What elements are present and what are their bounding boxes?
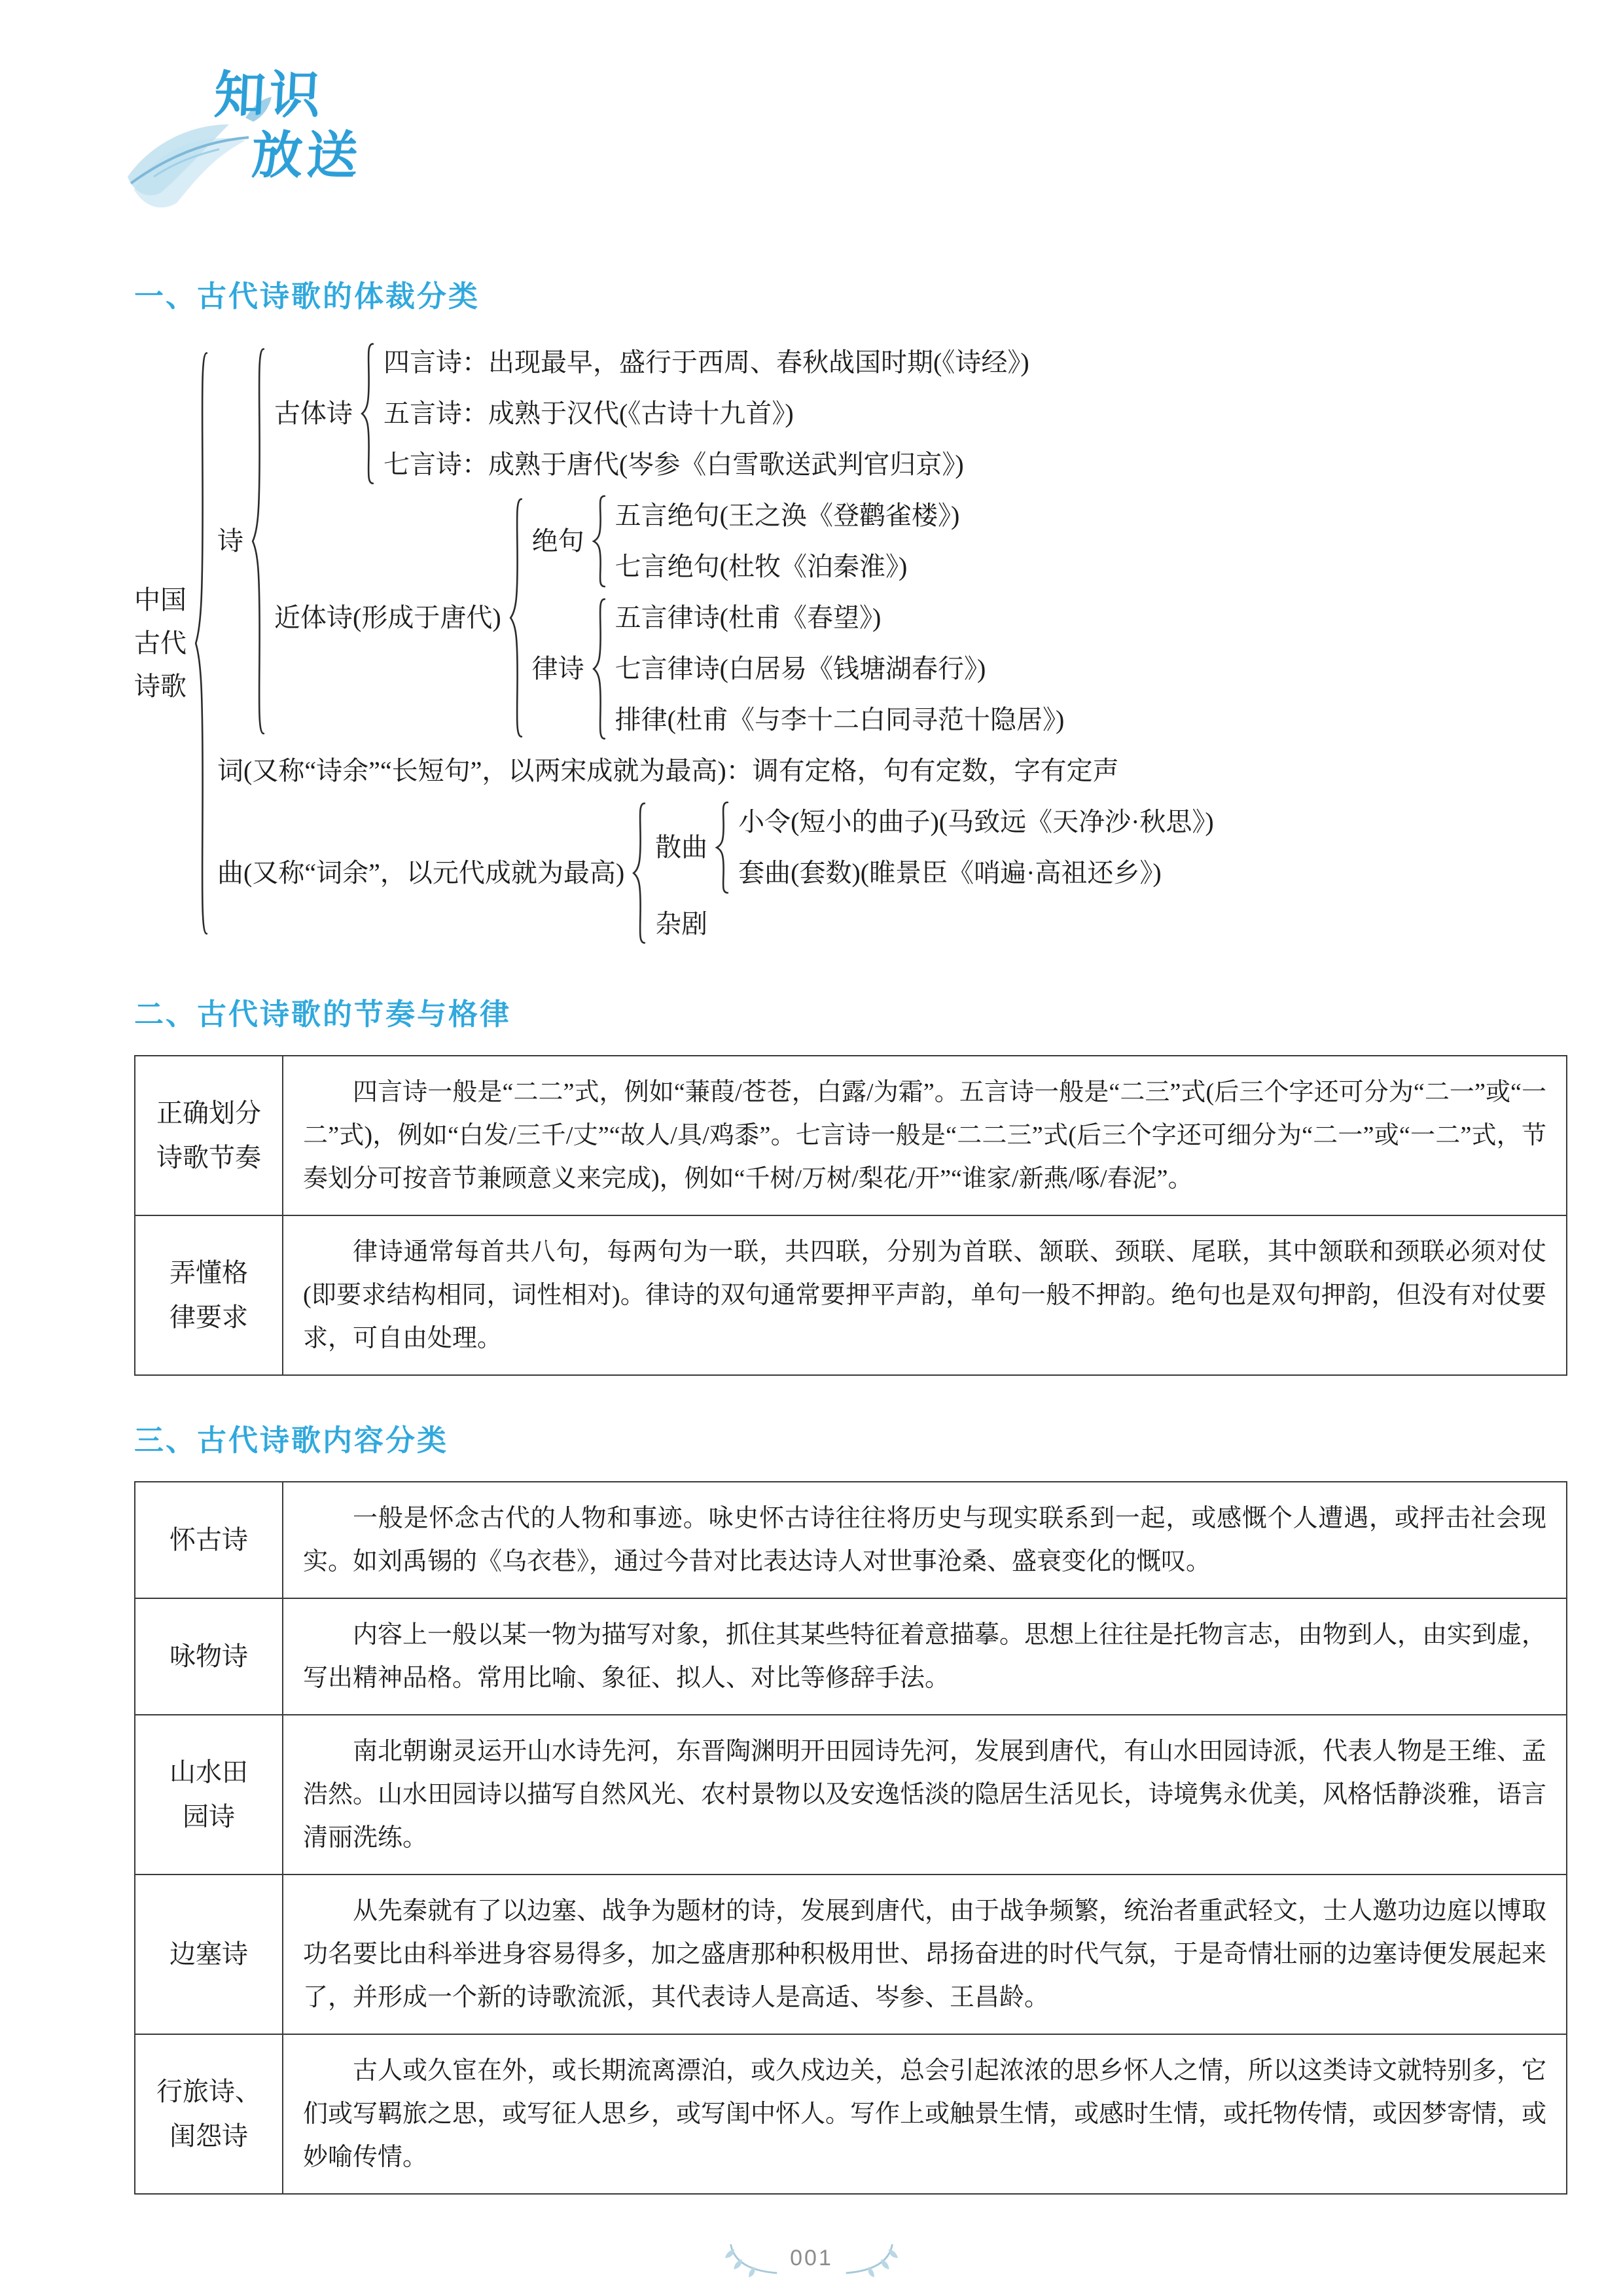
logo-line1: 知识 — [213, 67, 326, 124]
row-body: 从先秦就有了以边塞、战争为题材的诗，发展到唐代，由于战争频繁，统治者重武轻文，士人邀功边庭以博取功名要比由科举进身容易得多，加之盛唐那种积极用世、昂扬奋进的时代气氛，于是奇情壮丽的边塞诗便发展起来了，并形成一个新的诗歌流派，其代表诗人是高适、岑参、王昌龄。 — [303, 1897, 1547, 2011]
brace-icon — [250, 341, 266, 742]
tree-leaf: 排律(杜甫《与李十二白同寻范十隐居》) — [615, 705, 1065, 734]
page-footer — [0, 2237, 1623, 2279]
row-header — [135, 1056, 283, 1215]
rhythm-meter-table — [134, 1055, 1567, 1376]
tree-leaf: 七言诗：成熟于唐代(岑参《白雪歌送武判官归京》) — [383, 450, 964, 479]
tree-leaf: 七言绝句(杜牧《泊秦淮》) — [615, 552, 908, 581]
row-header — [135, 1715, 283, 1874]
row-body: 律诗通常每首共八句，每两句为一联，共四联，分别为首联、颔联、颈联、尾联，其中颔联和颈联必须对仗(即要求结构相同，词性相对)。律诗的双句通常要押平声韵，单句一般不押韵。绝句也是双句押韵，但没有对仗要求，可自由处理。 — [303, 1238, 1546, 1352]
row-header-label: 怀古诗 — [169, 1525, 248, 1554]
row-header — [135, 1216, 283, 1374]
row-body: 古人或久宦在外，或长期流离漂泊，或久戍边关，总会引起浓浓的思乡怀人之情，所以这类诗文就特别多，它们或写羁旅之思，或写征人思乡，或写闺中怀人。写作上或触景生情，或感时生情，或托物传情，或因梦寄情，或妙喻传情。 — [303, 2057, 1547, 2171]
tree-leaf: 五言律诗(杜甫《春望》) — [615, 603, 882, 632]
row-header — [135, 1482, 283, 1598]
row-header-label: 山水田园诗 — [169, 1757, 248, 1831]
brace-icon — [508, 494, 524, 742]
row-body: 内容上一般以某一物为描写对象，抓住其某些特征着意描摹。思想上往往是托物言志，由物到人，由实到虚，写出精神品格。常用比喻、象征、拟人、对比等修辞手法。 — [303, 1621, 1547, 1692]
logo-text — [209, 65, 366, 186]
section-2-title: 二、古代诗歌的节奏与格律 — [134, 997, 512, 1031]
table-row — [135, 2034, 1566, 2193]
tree-leaf: 七言律诗(白居易《钱塘湖春行》) — [615, 654, 986, 683]
tree-root-row — [134, 337, 1567, 950]
laurel-right-icon — [842, 2237, 899, 2279]
tree-leaf-zaju: 杂剧 — [655, 909, 708, 939]
genre-tree — [134, 337, 1567, 950]
tree-leaf: 四言诗：出现最早，盛行于西周、春秋战国时期(《诗经》) — [383, 348, 1029, 377]
tree-node-shi — [209, 337, 1214, 745]
brace-icon — [359, 341, 376, 486]
brace-icon — [714, 800, 730, 895]
tree-leaf: 套曲(套数)(睢景臣《哨遍·高祖还乡》) — [738, 858, 1162, 888]
logo — [115, 65, 481, 229]
row-body: 南北朝谢灵运开山水诗先河，东晋陶渊明开田园诗先河，发展到唐代，有山水田园诗派，代表人物是王维、孟浩然。山水田园诗以描写自然风光、农村景物以及安逸恬淡的隐居生活见长，诗境隽永优美，风格恬静淡雅，语言清丽洗练。 — [303, 1738, 1547, 1852]
section-1-title: 一、古代诗歌的体裁分类 — [134, 279, 480, 313]
row-body: 四言诗一般是“二二”式，例如“蒹葭/苍苍，白露/为霜”。五言诗一般是“二三”式(后三个字还可分为“二一”或“一二”式)，例如“白发/三千/丈”“故人/具/鸡黍”。七言诗一般是“二二三”式(后三个字还可细分为“二一”或“一二”式，节奏划分可按音节兼顾意义来完成)，例如“千树/万树/梨花/开”“谁家/新燕/啄/春泥”。 — [303, 1079, 1546, 1193]
tree-node-label: 律诗 — [531, 654, 584, 683]
row-header-label: 咏物诗 — [169, 1641, 248, 1671]
table-row — [135, 1874, 1566, 2034]
table-row — [135, 1714, 1566, 1874]
table-row — [135, 1056, 1566, 1215]
tree-node-lvshi — [524, 592, 1065, 745]
row-header — [135, 2035, 283, 2193]
tree-node-jinti — [266, 490, 1064, 745]
tree-node-qu — [209, 797, 1214, 950]
brace-icon — [591, 494, 607, 588]
tree-node-sanqu — [647, 797, 1214, 899]
brace-icon — [193, 341, 209, 946]
tree-leaf: 五言诗：成熟于汉代(《古诗十九首》) — [383, 399, 794, 428]
tree-node-label: 古体诗 — [274, 399, 353, 428]
tree-node-jueju — [524, 490, 1065, 592]
tree-node-label: 近体诗(形成于唐代) — [274, 603, 501, 632]
tree-node-label: 诗 — [217, 526, 243, 556]
page-number: 001 — [790, 2245, 833, 2270]
tree-leaf-ci: 词(又称“诗余”“长短句”，以两宋成就为最高)：调有定格，句有定数，字有定声 — [217, 756, 1119, 785]
row-header — [135, 1875, 283, 2034]
logo-line2: 放送 — [250, 127, 363, 185]
row-header-label: 行旅诗、闺怨诗 — [156, 2077, 261, 2151]
row-header — [135, 1599, 283, 1714]
table-row — [135, 1598, 1566, 1714]
table-row — [135, 1482, 1566, 1598]
row-body: 一般是怀念古代的人物和事迹。咏史怀古诗往往将历史与现实联系到一起，或感慨个人遭遇，或抨击社会现实。如刘禹锡的《乌衣巷》，通过今昔对比表达诗人对世事沧桑、盛衰变化的慨叹。 — [303, 1505, 1546, 1575]
table-row — [135, 1215, 1566, 1374]
tree-leaf: 五言绝句(王之涣《登鹳雀楼》) — [615, 501, 960, 530]
row-header-label: 边塞诗 — [169, 1939, 248, 1969]
tree-leaf: 小令(短小的曲子)(马致远《天净沙·秋思》) — [738, 807, 1214, 836]
tree-node-label: 绝句 — [531, 526, 584, 556]
row-header-label: 弄懂格律要求 — [169, 1258, 248, 1332]
brace-icon — [591, 596, 607, 742]
row-header-label: 正确划分诗歌节奏 — [156, 1098, 261, 1172]
section-3-title: 三、古代诗歌内容分类 — [134, 1424, 449, 1457]
content-category-table — [134, 1481, 1567, 2195]
tree-root-label: 中国古代诗歌 — [134, 585, 187, 701]
tree-node-label: 散曲 — [655, 833, 708, 862]
tree-node-guti — [266, 337, 1064, 490]
brace-icon — [631, 800, 647, 946]
laurel-left-icon — [724, 2237, 781, 2279]
tree-node-label: 曲(又称“词余”，以元代成就为最高) — [217, 858, 625, 888]
